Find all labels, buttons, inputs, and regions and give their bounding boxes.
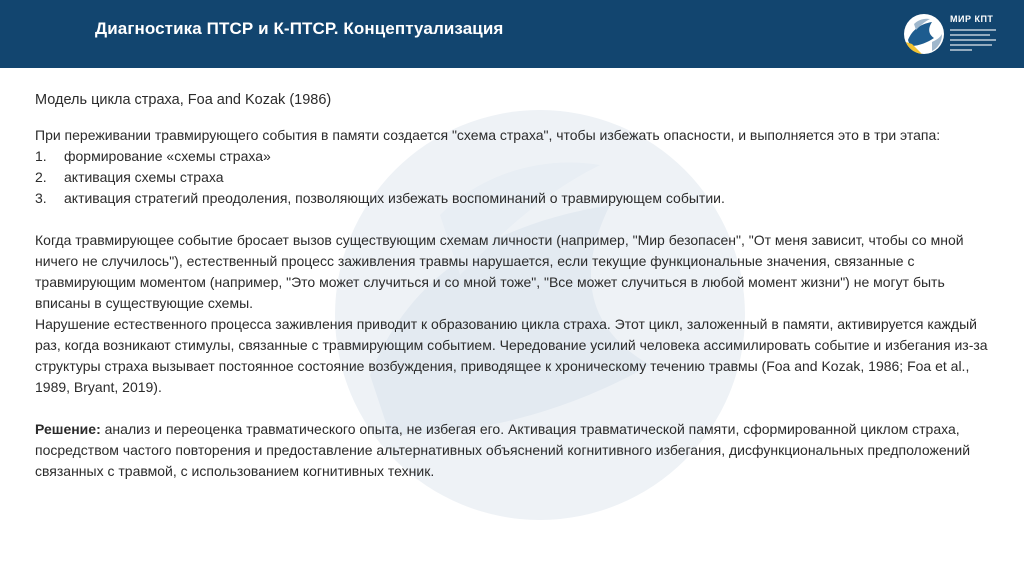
slide-content: [35, 92, 995, 482]
logo-tagline-line: [950, 39, 996, 41]
list-item: [35, 188, 995, 209]
list-text: активация стратегий преодоления, позволяющих избежать воспоминаний о травмирующем событии.: [64, 190, 725, 206]
paragraph-fear-cycle: Нарушение естественного процесса заживления приводит к образованию цикла страха. Этот цикл, заложенный в памяти, активируется каждый раз, когда возникают стимулы, связанные с травмирующим событием. Чередование усилий человека ассимилировать событие и избегания из-за структуры страха вызывает постоянное состояние возбуждения, приводящее к хроническому течению травмы (Foa and Kozak, 1986; Foa et al., 1989, Bryant, 2019).: [35, 316, 988, 395]
list-item: [35, 167, 995, 188]
spacer: [35, 209, 995, 230]
solution-text: анализ и переоценка травматического опыта, не избегая его. Активация травматической памяти, сформированной циклом страха, посредством частого повторения и предоставление альтернативных объяснений когнитивного избегания, дисфункциональных предположений связанных с травмой, с использованием когнитивных техник.: [35, 421, 971, 479]
list-number: 3.: [35, 190, 47, 206]
solution-paragraph: [35, 419, 995, 482]
page-title: Диагностика ПТСР и К-ПТСР. Концептуализация: [95, 19, 504, 38]
logo-tagline-line: [950, 29, 996, 31]
spacer: [35, 398, 995, 419]
paragraph-schemas: Когда травмирующее событие бросает вызов существующим схемам личности (например, "Мир безопасен", "От меня зависит, чтобы со мной ничего не случилось"), естественный процесс заживления травмы нарушается, если текущие функциональные значения, связанные с травмирующим моментом (например, "Это может случиться и со мной тоже", "Все может случиться в любой момент жизни") не могут быть вписаны в существующие схемы.: [35, 232, 964, 311]
logo-text: МИР КПТ: [950, 14, 994, 24]
list-item: [35, 146, 995, 167]
logo: [902, 8, 1014, 60]
logo-tagline-line: [950, 49, 972, 51]
list-text: активация схемы страха: [64, 169, 224, 185]
section-heading: Модель цикла страха, Foa and Kozak (1986): [35, 92, 332, 108]
list-number: 1.: [35, 148, 47, 164]
intro-paragraph: При переживании травмирующего события в памяти создается "схема страха", чтобы избежать опасности, и выполняется это в три этапа:: [35, 127, 941, 143]
solution-label: Решение:: [35, 421, 101, 437]
list-number: 2.: [35, 169, 47, 185]
logo-tagline-line: [950, 34, 990, 36]
globe-logo-icon: [902, 12, 946, 56]
stages-list: [35, 146, 995, 209]
list-text: формирование «схемы страха»: [64, 148, 271, 164]
logo-tagline-line: [950, 44, 992, 46]
header-bar: [0, 0, 1024, 68]
